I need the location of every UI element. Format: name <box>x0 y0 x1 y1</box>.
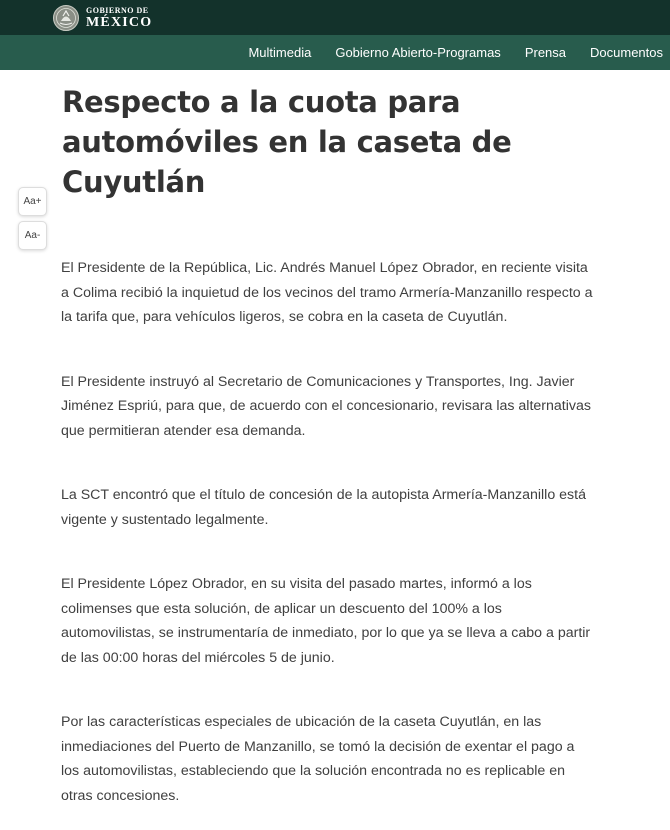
main-nav <box>248 35 663 70</box>
mexico-seal-icon <box>51 4 81 32</box>
article-paragraph: Por las características especiales de ubicación de la caseta Cuyutlán, en las inmediaciones del Puerto de Manzanillo, se tomó la decisión de exentar el pago a los automovilistas, estableciendo que la solución encontrada no es replicable en otras concesiones. <box>61 714 575 804</box>
article-paragraph: El Presidente López Obrador, en su visita del pasado martes, informó a los colimenses que esta solución, de aplicar un descuento del 100% a los automovilistas, se instrumentaría de inmediato, por lo que ya se lleva a cabo a partir de las 00:00 horas del miércoles 5 de junio. <box>61 576 591 666</box>
article-paragraph: El Presidente de la República, Lic. Andrés Manuel López Obrador, en reciente visita a Colima recibió la inquietud de los vecinos del tramo Armería-Manzanillo respecto a la tarifa que, para vehículos ligeros, se cobra en la caseta de Cuyutlán. <box>61 260 593 325</box>
top-bar <box>0 0 670 35</box>
article-paragraph: El Presidente instruyó al Secretario de Comunicaciones y Transportes, Ing. Javier Jiménez Espriú, para que, de acuerdo con el concesionario, revisara las alternativas que permitieran atender esa demanda. <box>61 373 591 439</box>
gobierno-de-mexico-logo[interactable] <box>51 4 152 32</box>
nav-item-gobierno-abierto-programas[interactable]: Gobierno Abierto-Programas <box>335 45 501 60</box>
logo-text-big: MÉXICO <box>86 14 153 30</box>
font-increase-button[interactable]: Aa+ <box>18 187 47 216</box>
article-paragraph: La SCT encontró que el título de concesión de la autopista Armería-Manzanillo está vigente y sustentado legalmente. <box>61 487 586 528</box>
nav-item-prensa[interactable]: Prensa <box>524 45 567 60</box>
nav-item-multimedia[interactable]: Multimedia <box>248 45 312 60</box>
nav-item-documentos[interactable]: Documentos <box>590 45 663 60</box>
page-title: Respecto a la cuota para automóviles en la caseta de Cuyutlán <box>62 85 512 199</box>
article-body <box>61 256 596 830</box>
logo-text-small: GOBIERNO DE <box>86 5 149 15</box>
main-navigation-bar <box>0 35 670 70</box>
font-decrease-button[interactable]: Aa- <box>18 221 47 250</box>
